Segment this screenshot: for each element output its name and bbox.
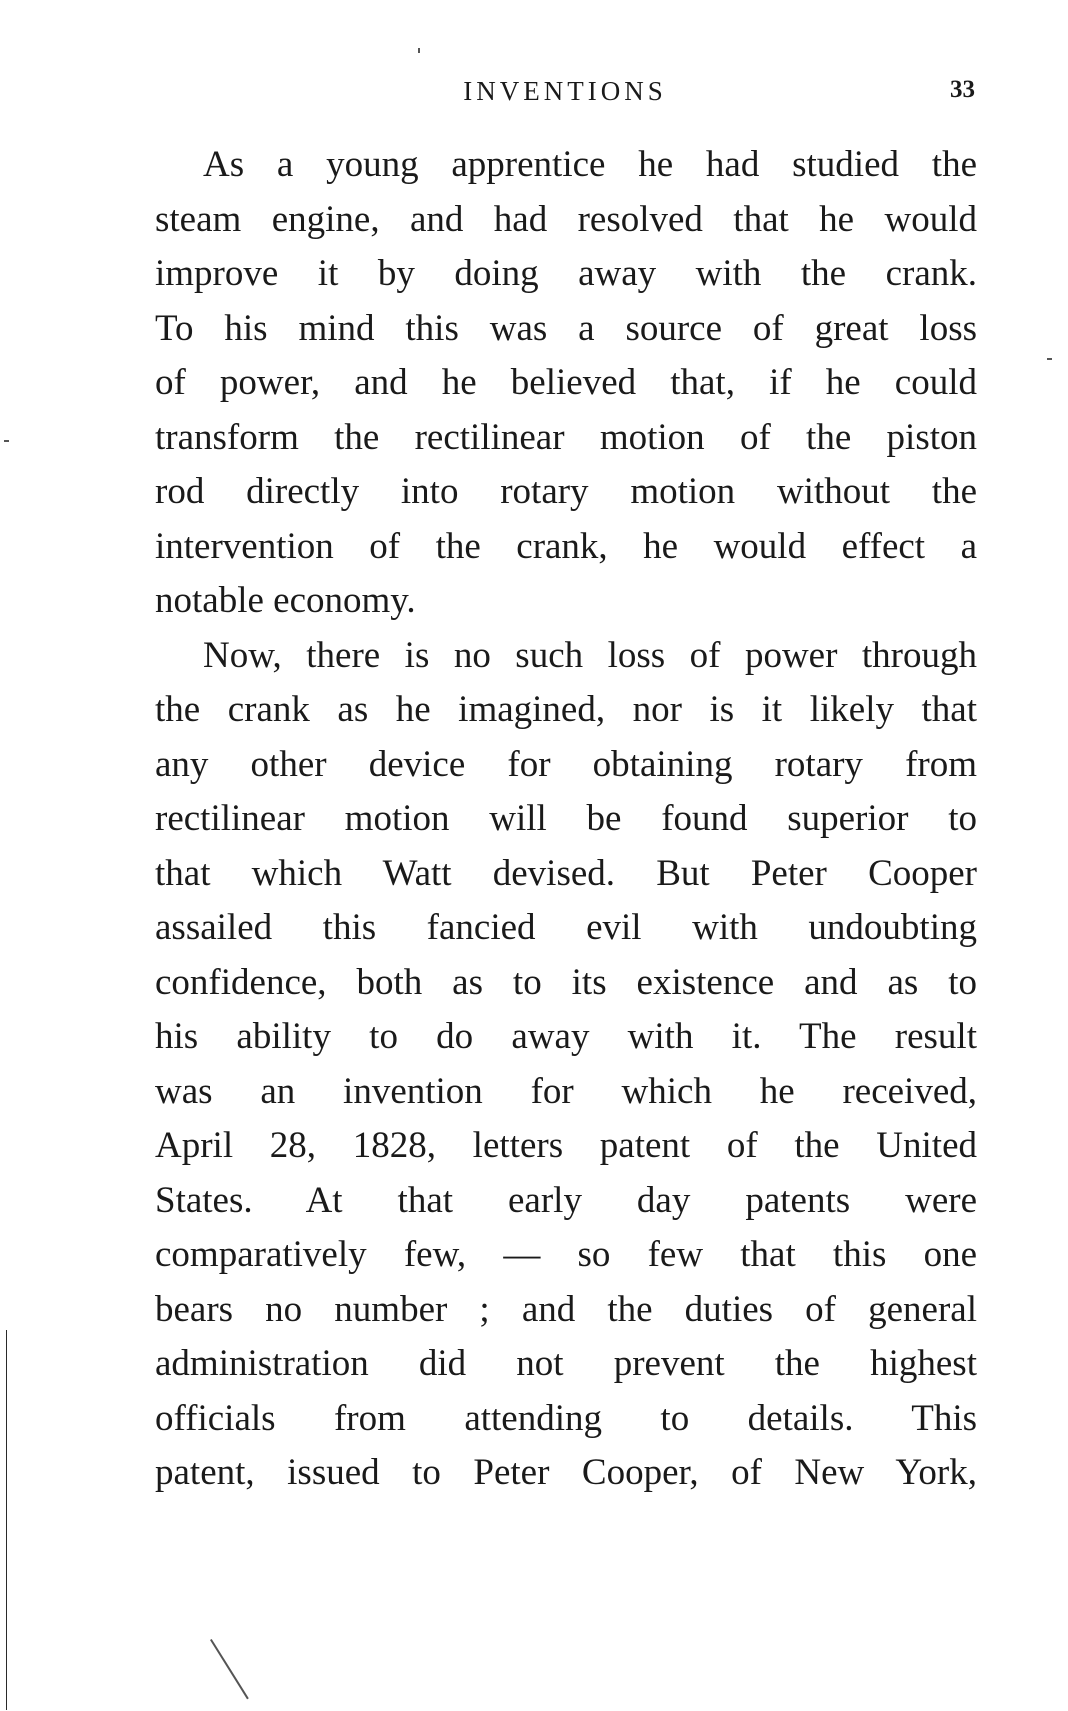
text-line: administration did not prevent the highest (155, 1343, 977, 1384)
text-line: of power, and he believed that, if he could (155, 362, 977, 403)
text-line: transform the rectilinear motion of the piston (155, 416, 977, 458)
stray-speck (4, 440, 9, 442)
text-line: comparatively few, — so few that this one (155, 1234, 977, 1275)
text-line: intervention of the crank, he would effect a (155, 525, 977, 567)
text-line: To his mind this was a source of great loss (155, 307, 977, 349)
running-title: INVENTIONS (463, 76, 667, 106)
text-line: improve it by doing away with the crank. (155, 253, 977, 294)
text-line: was an invention for which he received, (155, 1070, 977, 1112)
stray-speck (418, 48, 420, 53)
text-line: States. At that early day patents were (155, 1179, 977, 1221)
text-line: rectilinear motion will be found superior to (155, 798, 977, 839)
text-line: assailed this fancied evil with undoubting (155, 907, 977, 948)
text-line: any other device for obtaining rotary from (155, 743, 977, 785)
text-line: confidence, both as to its existence and as to (155, 961, 977, 1003)
text-line: As a young apprentice he had studied the (203, 144, 977, 185)
text-line: patent, issued to Peter Cooper, of New York, (155, 1452, 977, 1493)
text-line: notable economy. (155, 580, 416, 621)
text-line: the crank as he imagined, nor is it likely that (155, 689, 977, 730)
running-header (155, 70, 975, 110)
page-number: 33 (950, 76, 975, 103)
text-line: April 28, 1828, letters patent of the United (155, 1125, 977, 1166)
text-line: officials from attending to details. This (155, 1397, 977, 1439)
page-edge-rule (6, 1330, 7, 1710)
text-line: Now, there is no such loss of power through (203, 634, 977, 676)
text-line: steam engine, and had resolved that he would (155, 198, 977, 240)
text-line: his ability to do away with it. The result (155, 1016, 977, 1057)
stray-pen-mark (210, 1639, 249, 1699)
text-line: that which Watt devised. But Peter Cooper (155, 852, 977, 894)
text-line: bears no number ; and the duties of general (155, 1288, 977, 1330)
body-text (155, 138, 977, 1501)
stray-speck (1047, 358, 1052, 360)
text-line: rod directly into rotary motion without the (155, 471, 977, 512)
